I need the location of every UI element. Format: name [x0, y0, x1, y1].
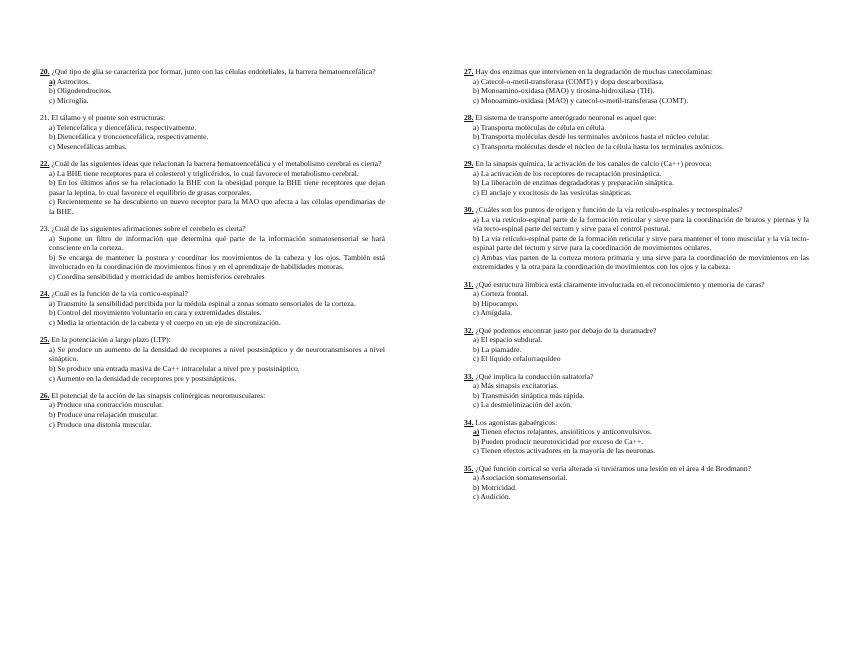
- answer-option: [464, 253, 809, 272]
- option-letter: a): [473, 289, 479, 299]
- option-text: Recientemente se ha descubierto un nuevo receptor para la MAO que afecta a las células ependimarias de la BHE.: [49, 197, 385, 216]
- answer-options: [40, 234, 385, 282]
- option-text: Monoamino-oxidasa (MAO) y tirosina-hidroxilasa (TH).: [481, 86, 655, 96]
- answer-option: [464, 289, 809, 299]
- question-stem: [464, 372, 809, 382]
- answer-option: [464, 86, 809, 96]
- answer-option: [464, 381, 809, 391]
- option-letter: a): [473, 76, 479, 86]
- question-number: 24.: [40, 289, 50, 299]
- option-text: Aumento en la densidad de receptores pre y postsinápticos.: [56, 373, 237, 383]
- question-number: 25.: [40, 335, 50, 345]
- answer-options: [464, 473, 809, 502]
- answer-option: [464, 234, 809, 253]
- question-text: En la sinapsis química, la activación de los canales de calcio (Ca++) provoca:: [475, 158, 712, 168]
- answer-option: [464, 335, 809, 345]
- answer-option: [40, 308, 385, 318]
- answer-options: [40, 345, 385, 383]
- answer-option: [40, 410, 385, 420]
- answer-option: [464, 483, 809, 493]
- answer-option: [40, 123, 385, 133]
- option-text: La piamadre.: [481, 344, 522, 354]
- option-text: El espacio subdural.: [480, 335, 543, 345]
- question-text: Los agonistas gabaérgicos:: [475, 417, 558, 427]
- option-letter: c): [473, 95, 479, 105]
- option-letter: b): [473, 233, 480, 243]
- answer-options: [464, 169, 809, 198]
- answer-option: [464, 308, 809, 318]
- question-number: 29.: [464, 158, 474, 168]
- answer-option: [464, 427, 809, 437]
- question-text: ¿Qué función cortical se vería alterada si tuviéramos una lesión en el área 4 de Brodmann?: [475, 463, 751, 473]
- question-block: [464, 326, 809, 364]
- option-letter: c): [473, 187, 479, 197]
- answer-option: [40, 400, 385, 410]
- question-block: [464, 372, 809, 410]
- question-block: [40, 113, 385, 151]
- question-number: 28.: [464, 112, 474, 122]
- question-block: [40, 335, 385, 383]
- answer-option: [464, 446, 809, 456]
- option-letter: a): [473, 427, 480, 437]
- question-block: [464, 159, 809, 197]
- option-letter: c): [473, 446, 479, 456]
- option-letter: c): [49, 95, 55, 105]
- answer-options: [464, 123, 809, 152]
- question-number: 20.: [40, 67, 50, 76]
- option-letter: a): [49, 76, 56, 86]
- option-text: Asociación somatosensorial.: [480, 473, 568, 483]
- option-text: Más sinapsis excitatorias.: [480, 381, 559, 391]
- answer-option: [40, 197, 385, 216]
- option-letter: b): [473, 178, 480, 188]
- question-stem: [40, 67, 385, 77]
- question-stem: [40, 113, 385, 123]
- question-stem: [464, 280, 809, 290]
- question-text: ¿Qué podemos encontrar justo por debajo de la duramadre?: [475, 325, 657, 335]
- option-text: Pueden producir neurotoxicidad por exceso de Ca++.: [481, 436, 644, 446]
- option-text: Media la orientación de la cabeza y el cuerpo en un eje de sincronización.: [56, 318, 281, 328]
- option-text: Transmite la sensibilidad percibida por la médula espinal a zonas somato sensoriales de la corteza.: [56, 298, 356, 308]
- question-text: El potencial de la acción de las sinapsis colinérgicas neuromusculares:: [51, 390, 266, 400]
- answer-option: [40, 318, 385, 328]
- option-letter: a): [473, 122, 479, 132]
- option-letter: b): [473, 298, 480, 308]
- option-letter: c): [49, 141, 55, 151]
- option-letter: b): [473, 436, 480, 446]
- question-text: Hay dos enzimas que intervienen en la degradación de muchas catecolaminas:: [475, 67, 713, 76]
- option-text: Produce una distonía muscular.: [56, 419, 152, 429]
- option-letter: a): [49, 168, 55, 178]
- answer-option: [464, 391, 809, 401]
- option-text: Produce una relajación muscular.: [57, 409, 159, 419]
- answer-option: [40, 253, 385, 272]
- question-text: ¿Cuál es la función de la vía cortico-espinal?: [51, 289, 188, 299]
- option-letter: a): [49, 400, 55, 410]
- answer-options: [464, 77, 809, 106]
- option-text: Diencefálica y troncoencefálica, respectivamente.: [57, 132, 209, 142]
- answer-option: [40, 420, 385, 430]
- question-stem: [40, 289, 385, 299]
- question-text: ¿Cuál de las siguientes afirmaciones sobre el cerebelo es cierta?: [51, 224, 246, 234]
- option-text: Se encarga de mantener la postura y coordinar los movimientos de la cabeza y los ojos. También está involucrado en la coordinación de movimientos finos y en el aprendizaje de habilidades motoras.: [49, 252, 385, 272]
- answer-option: [464, 142, 809, 152]
- option-text: Se produce un aumento de la densidad de receptores a nivel postsináptico y de neurotransmisores a nivel sináptico.: [49, 344, 385, 364]
- question-number: 23.: [40, 224, 50, 234]
- answer-option: [40, 178, 385, 197]
- option-text: Oligodendrocitos.: [57, 86, 112, 96]
- question-block: [40, 224, 385, 282]
- question-number: 30.: [464, 204, 474, 214]
- option-text: Control del movimiento voluntario en cara y extremidades distales.: [57, 308, 262, 318]
- option-letter: c): [49, 197, 55, 207]
- answer-option: [464, 123, 809, 133]
- option-text: Transporta moléculas desde el núcleo de la célula hasta los terminales axónicos.: [480, 141, 724, 151]
- option-letter: c): [473, 492, 479, 502]
- answer-option: [40, 364, 385, 374]
- option-letter: b): [49, 252, 56, 262]
- question-stem: [464, 113, 809, 123]
- answer-option: [40, 234, 385, 253]
- answer-options: [40, 400, 385, 429]
- answer-option: [40, 86, 385, 96]
- answer-option: [464, 169, 809, 179]
- answer-option: [464, 188, 809, 198]
- question-number: 32.: [464, 325, 474, 335]
- question-block: [40, 159, 385, 217]
- left-column: [40, 67, 385, 437]
- answer-option: [40, 169, 385, 179]
- answer-option: [464, 473, 809, 483]
- option-text: Corteza frontal.: [480, 289, 529, 299]
- answer-option: [464, 132, 809, 142]
- option-letter: b): [49, 86, 56, 96]
- answer-options: [40, 77, 385, 106]
- option-text: Monoamino-oxidasa (MAO) y catecol-o-metil-transferasa (COMT).: [480, 95, 689, 105]
- option-letter: b): [49, 409, 56, 419]
- option-letter: a): [49, 122, 55, 132]
- option-text: La vía retículo-espinal parte de la formación reticular y sirve para mantener el tono muscular y la vía tecto-espinal parte del tectum y sirve para la coordinación de movimientos oculares.: [473, 233, 809, 253]
- question-number: 31.: [464, 279, 474, 289]
- question-stem: [464, 205, 809, 215]
- answer-option: [464, 299, 809, 309]
- question-stem: [464, 418, 809, 428]
- option-letter: a): [49, 344, 55, 354]
- option-text: La vía retículo-espinal parte de la formación reticular y sirve para la coordinación de brazos y piernas y la vía tecto-espinal parte del tectum y sirve para el control postural.: [473, 214, 810, 234]
- option-letter: c): [49, 419, 55, 429]
- answer-options: [40, 123, 385, 152]
- option-text: En los últimos años se ha relacionado la BHE con la obesidad porque la BHE tiene receptores que dejan pasar la leptina, lo cual favorece el equilibrio de grasas corporales.: [49, 178, 386, 197]
- option-letter: b): [473, 390, 480, 400]
- option-letter: b): [49, 308, 56, 318]
- answer-option: [40, 299, 385, 309]
- question-text: El sistema de transporte anterógrado neuronal es aquel que:: [475, 112, 657, 122]
- question-number: 27.: [464, 67, 474, 76]
- question-block: [40, 67, 385, 105]
- question-block: [464, 464, 809, 502]
- option-text: Microglía.: [56, 95, 89, 105]
- answer-option: [40, 272, 385, 282]
- answer-option: [40, 77, 385, 87]
- question-number: 34.: [464, 417, 474, 427]
- answer-option: [40, 374, 385, 384]
- answer-option: [464, 400, 809, 410]
- option-letter: b): [473, 344, 480, 354]
- option-letter: c): [473, 141, 479, 151]
- answer-option: [40, 96, 385, 106]
- option-letter: a): [473, 473, 479, 483]
- option-text: Motricidad.: [481, 482, 517, 492]
- question-block: [464, 418, 809, 456]
- answer-option: [40, 142, 385, 152]
- option-letter: a): [49, 233, 55, 243]
- answer-options: [464, 381, 809, 410]
- answer-option: [40, 132, 385, 142]
- option-text: Audición.: [480, 492, 511, 502]
- option-text: Transmisión sináptica más rápida.: [481, 390, 585, 400]
- option-text: Telencefálica y diencefálica, respectivamente.: [56, 122, 197, 132]
- option-letter: b): [49, 364, 56, 373]
- question-block: [464, 205, 809, 272]
- option-text: Transporta moléculas de célula en célula.: [480, 122, 607, 132]
- option-text: El anclaje y exocitosis de las vesículas sinápticas.: [480, 187, 632, 197]
- question-number: 26.: [40, 390, 50, 400]
- question-stem: [464, 326, 809, 336]
- question-number: 22.: [40, 158, 50, 168]
- option-letter: c): [49, 272, 55, 282]
- answer-option: [464, 178, 809, 188]
- answer-option: [464, 77, 809, 87]
- option-text: Catecol-o-metil-transferasa (COMT) y dopa descarboxilasa.: [480, 76, 664, 86]
- question-number: 33.: [464, 371, 474, 381]
- question-text: En la potenciación a largo plazo (LTP):: [51, 335, 171, 345]
- answer-options: [464, 427, 809, 456]
- answer-options: [464, 289, 809, 318]
- question-block: [464, 280, 809, 318]
- answer-option: [464, 96, 809, 106]
- option-text: La desmielinización del axón.: [480, 400, 572, 410]
- option-text: Se produce una entrada masiva de Ca++ intracelular a nivel pre y postsináptico.: [57, 364, 300, 373]
- option-text: Supone un filtro de información que determina qué parte de la información somatosensorial se hará consciente en la corteza.: [49, 233, 385, 253]
- option-text: Mesencefálicas ambas.: [56, 141, 127, 151]
- answer-options: [40, 299, 385, 328]
- option-letter: a): [49, 298, 55, 308]
- question-text: El tálamo y el puente son estructuras:: [51, 112, 166, 122]
- option-letter: c): [49, 318, 55, 328]
- option-letter: c): [473, 354, 479, 364]
- answer-option: [464, 354, 809, 364]
- option-text: Hipocampo.: [481, 298, 519, 308]
- option-text: Astrocitos.: [56, 76, 90, 86]
- right-column: [464, 67, 809, 510]
- option-text: Coordina sensibilidad y motricidad de ambos hemisferios cerebrales: [56, 272, 265, 282]
- question-stem: [464, 464, 809, 474]
- question-stem: [464, 159, 809, 169]
- option-text: El líquido cefalorraquídeo: [480, 354, 561, 364]
- answer-options: [464, 335, 809, 364]
- option-letter: b): [473, 86, 480, 96]
- answer-option: [464, 345, 809, 355]
- question-text: ¿Cuál de las siguientes ideas que relacionan la barrera hematoencefálica y el metabolismo cerebral es cierta?: [51, 158, 382, 168]
- option-text: Tienen efectos relajantes, ansiolíticos y anticonvulsivos.: [481, 427, 652, 437]
- option-text: Transporta moléculas desde los terminales axónicos hasta el núcleo celular.: [481, 132, 710, 142]
- option-letter: a): [473, 335, 479, 345]
- option-letter: b): [49, 132, 56, 142]
- question-text: ¿Qué implica la conducción saltatoria?: [475, 371, 594, 381]
- option-text: Tienen efectos activadores en la mayoría de las neuronas.: [480, 446, 656, 456]
- question-block: [464, 67, 809, 105]
- answer-option: [40, 345, 385, 364]
- option-letter: a): [473, 168, 479, 178]
- answer-options: [40, 169, 385, 217]
- question-block: [40, 391, 385, 429]
- question-stem: [40, 391, 385, 401]
- answer-option: [464, 492, 809, 502]
- option-letter: c): [473, 400, 479, 410]
- question-stem: [40, 335, 385, 345]
- option-text: Produce una contracción muscular.: [56, 400, 164, 410]
- question-text: ¿Qué estructura límbica está claramente involucrada en el reconocimiento y memoria de caras?: [475, 279, 765, 289]
- option-letter: a): [473, 381, 479, 391]
- option-letter: c): [473, 308, 479, 318]
- option-letter: b): [473, 132, 480, 142]
- answer-option: [464, 215, 809, 234]
- question-text: ¿Qué tipo de glía se caracteriza por formar, junto con las células endoteliales, la barrera hematoencefálica?: [51, 67, 376, 76]
- option-text: La liberación de enzimas degradadoras y preparación sináptica.: [481, 178, 674, 188]
- option-letter: b): [473, 482, 480, 492]
- question-block: [464, 113, 809, 151]
- question-text: ¿Cuáles son los puntos de origen y función de la vía retículo-espinales y tectoespinales?: [475, 204, 743, 214]
- question-stem: [40, 159, 385, 169]
- option-letter: c): [49, 373, 55, 383]
- option-text: Ambas vías parten de la corteza motora primaria y una sirve para la coordinación de movimientos en las extremidades y la otra para la coordinación de movimientos con los ojos y la cabeza.: [473, 252, 809, 272]
- question-number: 35.: [464, 463, 474, 473]
- option-text: Amígdala.: [480, 308, 513, 318]
- answer-options: [464, 215, 809, 273]
- question-stem: [40, 224, 385, 234]
- option-letter: a): [473, 214, 479, 224]
- option-text: La BHE tiene receptores para el colesterol y triglicéridos, lo cual favorece el metabolismo cerebral.: [56, 168, 359, 178]
- option-letter: b): [49, 178, 56, 188]
- question-number: 21.: [40, 112, 50, 122]
- option-letter: c): [473, 252, 479, 262]
- question-stem: [464, 67, 809, 77]
- option-text: La activación de los receptores de recaptación presináptica.: [480, 168, 662, 178]
- answer-option: [464, 437, 809, 447]
- question-block: [40, 289, 385, 327]
